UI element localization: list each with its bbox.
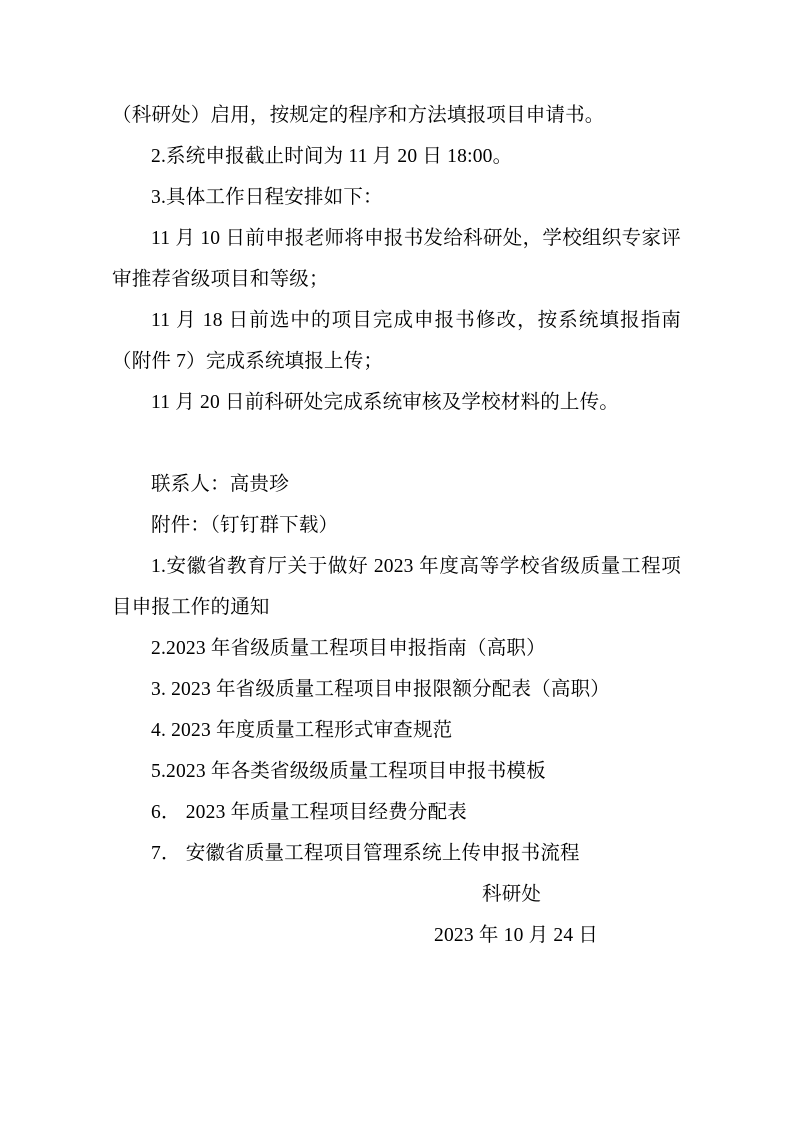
attachment-item-3: 3. 2023 年省级质量工程项目申报限额分配表（高职） [151,679,610,700]
blank-line-spacer [112,423,681,464]
paragraph-item-2: 2.系统申报截止时间为 11 月 20 日 18:00。 [151,146,513,167]
paragraph-item-3: 3.具体工作日程安排如下： [151,187,383,208]
paragraph-schedule-3: 11 月 20 日前科研处完成系统审核及学校材料的上传。 [151,392,620,413]
attachment-item-1: 1.安徽省教育厅关于做好 2023 年度高等学校省级质量工程项目申报工作的通知 [112,556,681,618]
paragraph-schedule-2: 11 月 18 日前选中的项目完成申报书修改，按系统填报指南（附件 7）完成系统填报上传； [112,310,681,372]
signature-organization: 科研处 [482,884,542,905]
paragraph-intro-continued: （科研处）启用，按规定的程序和方法填报项目申请书。 [112,105,605,126]
attachment-item-7: 7． 安徽省质量工程项目管理系统上传申报书流程 [151,843,580,864]
signature-date: 2023 年 10 月 24 日 [434,925,599,946]
attachment-item-6: 6． 2023 年质量工程项目经费分配表 [151,802,468,823]
contact-line: 联系人：高贵珍 [151,474,289,495]
attachment-item-4: 4. 2023 年度质量工程形式审查规范 [151,720,453,741]
paragraph-schedule-1: 11 月 10 日前申报老师将申报书发给科研处，学校组织专家评审推荐省级项目和等级； [112,228,681,290]
document-body [112,95,681,956]
attachment-item-2: 2.2023 年省级质量工程项目申报指南（高职） [151,638,546,659]
attachment-item-5: 5.2023 年各类省级级质量工程项目申报书模板 [151,761,546,782]
attachments-title: 附件：（钉钉群下载） [151,515,339,536]
